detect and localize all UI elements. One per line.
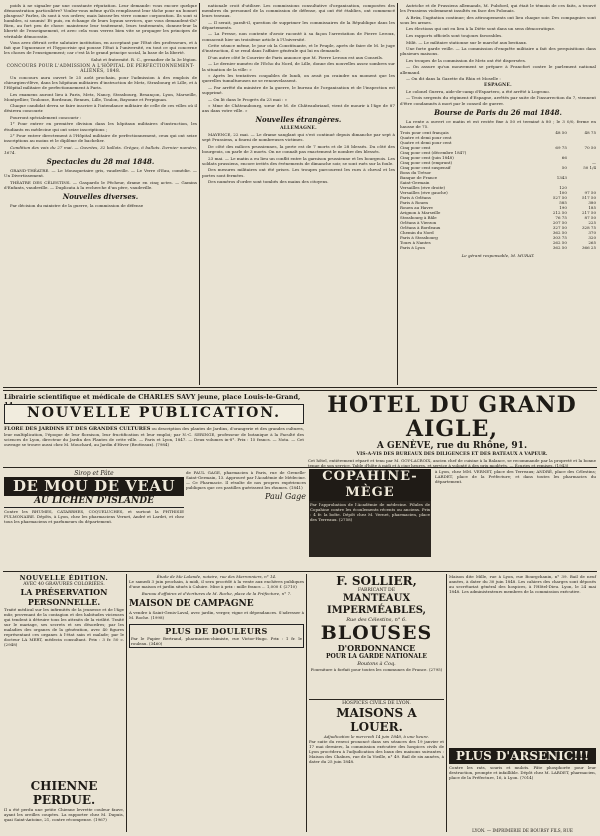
paragraph: — Il serait, paraît-il, question de supprimer les commissaires de la République dans les départements. <box>202 19 395 30</box>
spectacle-item: GRAND-THÉATRE. — Le Mousquetaire gris, vaudeville. — Le Verre d'Eau, comédie. — Un Divertissement. <box>4 168 197 179</box>
paragraph: — On assure qu'un mouvement se prépare à Francfort contre le parlement national allemand. <box>400 64 596 75</box>
ad-divider-vertical <box>446 574 447 832</box>
nouvelles-diverses-heading: Nouvelles diverses. <box>62 191 139 201</box>
paragraph: — Par arrêté du ministre de la guerre, le bureau de l'organisation et de l'inspection est supprimé. <box>202 84 395 95</box>
bourse-row <box>400 245 596 250</box>
bourse-table <box>400 130 596 250</box>
plus-douleurs-text: Par le Papier Bertrand, pharmacien-chimiste, rue Victor-Hugo. Prix : 1 fr. le rouleau. (3460) <box>131 636 302 646</box>
hotel-title: HOTEL DU GRAND AIGLE, <box>327 392 577 442</box>
campagne-text: A vendre à Saint-Genis-Laval, avec jardin, verger, vigne et dépendances. S'adresser à M. Roche. (1998) <box>129 610 304 620</box>
bourse-value: 303 75 <box>552 235 567 241</box>
sollier-note: Fourniture à forfait pour toutes les communes de France. (2795) <box>310 667 443 672</box>
bourse-value: 265 <box>588 240 596 246</box>
lalande-text: Le samedi 3 juin prochain, à midi, il sera procédé à la vente aux enchères publiques d'une maison et jardin situés à Caluire. Mise à prix : mille francs ... 1,000 f. (2710) <box>129 579 304 589</box>
bourse-label: Rouen au Havre <box>400 205 433 211</box>
paragraph: Un concours aura ouvert le 25 août prochain, pour l'admission à des emplois de chirurgien-élève, dans les hôpitaux militaires d'instruction de Metz, Strasbourg et Lille, et à l'Hôpital militaire de perfectionnement à Paris. <box>4 74 197 90</box>
paragraph: « Après les tentatives coupables de lundi, on avait pu craindre un moment que les querelles tumultueuses ne se renouvelassent. <box>202 73 395 84</box>
concours-heading: CONCOURS POUR L'ADMISSION A L'HÔPITAL DE PERFECTIONNEMENT-ALIÉNÉS, 1848. <box>6 63 195 74</box>
bourse-heading: Bourse de Paris du 26 mai 1848. <box>434 107 562 117</box>
chienne-text: Il a été perdu une petite Chienne levrette couleur fauve, ayant les oreilles coupées. La rapporter chez M. Dupuis, quai Saint-Antoine, 21, contre récompense. (1967) <box>4 807 124 822</box>
nouvelle-publication-title: NOUVELLE PUBLICATION. <box>26 405 282 421</box>
maisons-date: Adjudication le mercredi 14 juin 1848, à une heure. <box>323 734 430 739</box>
section-divider <box>3 387 597 388</box>
spectacle-item: THÉATRE DES CÉLESTINS. — Gaspardo le Pêcheur, drame en cinq actes. — Gamins d'Enfants, vaudeville. — Duplicata à la recherche d'un père, vaudeville. <box>4 179 197 190</box>
bourse-value: 362 50 <box>552 245 567 251</box>
maisons-title: MAISONS A LOUER. <box>336 706 417 734</box>
paul-gage-text: de PAUL GAGE, pharmacien à Paris, rue de Grenelle-Saint-Germain, 13. Approuvé par l'Académie de Médecine. — Ce Pharmacie. Il résulte de nos propres expériences publiques que ces pastilles guérissent les rhumes. (1841) <box>186 470 306 490</box>
paragraph: Des numéros d'ordre sont tombés des mains des citoyens. <box>208 179 329 185</box>
arsenic-ad <box>449 748 596 828</box>
blouses-subtitle: D'ORDONNANCE <box>337 643 416 653</box>
sollier-name: F. SOLLIER, <box>336 574 417 588</box>
garde-title: POUR LA GARDE NATIONALE <box>326 653 427 660</box>
bourse-value: 212 50 <box>552 210 567 216</box>
sollier-address: Rue des Célestins, n° 6. <box>346 617 407 623</box>
garde-subtitle: Boutons à Coq. <box>357 661 396 667</box>
bourse-label: Banque de France <box>400 175 438 181</box>
arsenic-title: PLUS D'ARSENIC!!! <box>449 748 596 764</box>
paragraph: 2° Pour entrer directement à l'Hôpital militaire de perfectionnement, ceux qui ont seize inscriptions au moins et le diplôme de bachelier. <box>4 133 197 144</box>
paragraph: Le colonel Guerra, aide-de-camp d'Espartero, a été arrêté à Logrono. <box>406 88 550 94</box>
paragraph: D'un autre côté le Courrier de Paris annonce que M. Pierre Leroux est aux Conseils. <box>208 54 384 60</box>
preservation-ad <box>4 574 124 834</box>
bourse-value: 225 <box>588 220 596 226</box>
bourse-value: 120 <box>559 185 567 191</box>
bourse-label: Cinq pour cent (emprunt) <box>400 160 453 166</box>
espagne-heading: ESPAGNE. <box>484 82 512 88</box>
bourse-label: Bons du Trésor <box>400 170 431 176</box>
bourse-label: Orléans à Vierzon <box>400 220 437 226</box>
bourse-value: 66 <box>561 155 567 161</box>
lalande-ad <box>129 574 304 834</box>
copahine-ad <box>309 469 596 569</box>
paragraph: Vous avez détruit cette salutaire institution, en acceptant par l'Etat des professeurs, et à fait que l'ignorance et l'hypocrisie qui pousse l'Etat à l'université, en tout ce qui concerne les choses de l'enseignement; car c'est là le grand principe social, la base de la liberté. <box>4 40 197 56</box>
bourse-label: Cinq pour cent (décembre 1847) <box>400 150 467 156</box>
paragraph: Les troupes de la commission de Metz ont été dispersées. <box>406 57 527 63</box>
paragraph: Chaque candidat devra se faire inscrire à l'intendance militaire de celle de ces villes où il désirera concourir. <box>4 103 197 114</box>
ad-divider <box>3 571 597 572</box>
bourse-value: 100 <box>559 190 567 196</box>
arsenic-text: Contre les rats, souris et mulots. Pâte phosphorée pour leur destruction, prompte et infaillible. Dépôt chez M. LARDET, pharmacien, place de la Préfecture, 16, à Lyon. (7014) <box>449 765 596 780</box>
condition-line: Condition des voix du 27 mai. — Ouvrées, 32 ballots. Grèges, 6 ballots. Dernier numéro, 1674. <box>4 144 197 155</box>
bourse-value: 70 50 <box>584 145 596 151</box>
paragraph: — Trois sergents du régiment d'Espagne, arrêtés par suite de l'insurrection du 7, viennent d'être condamnés à mort par le conseil de guerre. <box>400 95 596 106</box>
paragraph: Par décision du ministre de la guerre, la commission de défense <box>10 202 144 208</box>
librairie-header: Librairie scientifique et médicale de CHARLES SAVY jeune, place Louis-le-Grand, <box>4 393 301 401</box>
nouvelles-etrangeres-heading: Nouvelles étrangères. <box>255 115 342 125</box>
preservation-title: LA PRÉSERVATION PERSONNELLE. <box>20 587 108 607</box>
paragraph: De côté des milices prussiennes, la perte est de 7 morts et de 28 blessés. Du côté des bourgeois, on parle de 3 morts. On ne connaît pas exactement le nombre des blessés. <box>202 144 395 155</box>
bourse-label: Quatre et demi pour cent <box>400 135 452 141</box>
hospices-ad <box>309 701 444 833</box>
paragraph: — On dit dans la Gazette du Rhin et Moselle : <box>406 76 501 82</box>
bourse-value: 97 50 <box>584 190 596 196</box>
paragraph: A Brüx, l'agitation continue; des attroupements ont lieu chaque soir. Des compagnies sont sous les armes. <box>400 14 596 25</box>
nouvelle-edition-label: NOUVELLE ÉDITION. <box>19 574 109 582</box>
sollier-role: FABRICANT DE <box>357 588 396 593</box>
bourse-value: 327 50 <box>552 225 567 231</box>
spectacles-heading: Spectacles du 28 mai 1848. <box>46 157 155 167</box>
bureau-text: Bureau d'affaires et d'écritures de M. Roche, place de la Préfecture, n° 7. <box>141 591 292 596</box>
paragraph: Une forte garde veille. — La commission d'enquête militaire a fait des perquisitions dans plusieurs maisons. <box>400 46 596 57</box>
bourse-value: 328 75 <box>582 225 596 231</box>
copahine-right: à Lyon, chez MM. VERNET, place des Terreaux; ANDRÉ, place des Célestins; LARDET, place de la Préfecture; et dans toutes les pharmacies du département. <box>435 469 596 484</box>
bourse-label: Tours à Nantes <box>400 240 431 246</box>
column-divider <box>397 3 398 385</box>
bourse-label: Cinq pour cent (juin 1848) <box>400 155 454 161</box>
bourse-label: Paris à Strasbourg <box>400 235 438 241</box>
hotel-line: VIS-A-VIS DES BUREAUX DES DILIGENCES ET DES BATEAUX A VAPEUR. <box>356 452 548 457</box>
bourse-label: Paris à Lyon <box>400 245 425 251</box>
bourse-value: 366 25 <box>582 245 596 251</box>
copahine-text: Par l'approbation de l'Académie de médecine. Pilules de Copahine contre les écoulements récents ou anciens. Prix : 4 fr. la boîte. Dépôt chez M. Vernet, pharmacien, place des Terreaux. (2758) <box>309 501 431 557</box>
bourse-value: 380 <box>588 200 596 206</box>
bourse-value: 185 <box>588 205 596 211</box>
sollier-title: MANTEAUX IMPERMÉABLES, <box>326 593 427 616</box>
paragraph: 23 mai. — Le matin a eu lieu un conflit entre la garnison prussienne et les bourgeois. Les soldats prussiens, encore irrités des événements de dimanche soir, se sont rués sur la foule. <box>202 155 395 166</box>
bourse-value: 370 <box>588 230 596 236</box>
bourse-value: 320 <box>588 235 596 241</box>
bourse-label: Versailles (rive droite) <box>400 185 446 191</box>
gerant-line: Le gérant responsable, M. MURAT. <box>461 253 535 259</box>
bourse-label: Versailles (rive gauche) <box>400 190 448 196</box>
campagne-title: MAISON DE CAMPAGNE <box>129 599 254 609</box>
paragraph: — La Presse, non contente d'avoir raconté à sa façon l'arrestation de Pierre Leroux, consacrait hier un troisième article à l'Université. <box>202 31 395 42</box>
colle-ad <box>449 574 596 704</box>
sirop-subtitle: AU LICHEN D'ISLANDE <box>4 496 184 508</box>
paragraph: poids à ne signaler par une constante réputation. Leur demande: vous encore quelque démonstration particulière? Voulez-vous même qu'ils remplissent leur tâche pour un bonnet plusgras? Parlez, ils sont à vos ordres; mais laissez-les vivre comme corporation. Ils sont si humbles, si soumis! Et puis, en échange de leurs loyaux services, que vous demandent-ils? Rien, au fort peu de chose: maintenez leur traitement, leurs traitements, donnez-leur la liberté de l'enseignement, et avec cela vous verrez bien vite se propager les principes de véritable démocratie. <box>4 3 197 39</box>
bourse-label: Cinq pour cent suspensif <box>400 165 451 171</box>
column-1 <box>4 3 197 385</box>
bourse-value: 262 50 <box>552 240 567 246</box>
bourse-label: Quatre et demi pour cent <box>400 140 452 146</box>
column-3 <box>400 3 596 385</box>
paragraph: — Le dernier numéro de l'Echo du Nord, de Lille, donne des nouvelles assez sombres sur la situation de la ville: » <box>202 61 395 72</box>
nouvelle-publication-banner <box>4 404 304 424</box>
paragraph: Cette séance même, le jour où la Constituante, et le Peuple, après de faire de M. le juge d'instruction, il se rend dans l'affaire générale qui lui en demande. <box>202 43 395 54</box>
paragraph: « Mme de Châteaubourg, sœur de M. de Châteaubriand, vient de mourir à l'âge de 87 ans dans votre ville. » <box>202 103 395 114</box>
bourse-label: Orléans à Bordeaux <box>400 225 441 231</box>
chienne-title: CHIENNE PERDUE. <box>30 779 98 807</box>
paragraph: 1° Pour entrer en première division dans les hôpitaux militaires d'instruction, les étudiants en médecine qui ont seize inscriptions ; <box>4 121 197 132</box>
bourse-label: Chemin du Nord <box>400 230 434 236</box>
bourse-intro: La rente a ouvert ce matin et est restée fixe à 50 et terminé à 80 ; le 3 0/0, ferme en hausse de 75. <box>400 118 596 129</box>
plus-douleurs-box <box>129 624 304 648</box>
section-divider <box>3 390 597 391</box>
lalande-title: Étude de Me Lalande, notaire, rue des Marronniers, n° 14. <box>156 574 277 579</box>
bourse-value: 362 50 <box>552 230 567 236</box>
bourse-value: — <box>592 160 596 166</box>
ad-divider-vertical <box>126 574 127 832</box>
bourse-label: Paris à Orléans <box>400 195 431 201</box>
paragraph: — On lit dans le Progrès du 23 mai : » <box>208 96 288 102</box>
bourse-value: 527 50 <box>552 195 567 201</box>
paragraph: MAYENCE, 22 mai. — Le drame sanglant qui s'est continué depuis dimanche par sept à sept Prussiens, a fourni de nombreuses victimes. <box>202 132 395 143</box>
paragraph: Les rapports officiels sont toujours favorables. <box>406 32 503 38</box>
paragraph: Milit. — Le militaire stationne sur le marché aux bestiaux. <box>406 39 528 45</box>
blouses-title: BLOUSES <box>320 622 433 644</box>
bourse-label: Strasbourg à Bâle <box>400 215 437 221</box>
bourse-label: Trois pour cent français <box>400 130 449 136</box>
column-divider <box>199 3 200 385</box>
paragraph: Autriche et de Prussiens allemands, M. Pulsford, qui était le témoin de ces faits, a trouvé les Prussiens violemment insultés en face des Polonais. <box>400 3 596 14</box>
maisons-text: Par suite du renvoi prononcé dans ses séances des 19 janvier et 17 mai derniers, la commission exécutive des hospices civils de Lyon procédera à l'adjudication des baux des maisons suivantes : Maison des Chaînes, rue de la Vieille, n° 49. Bail de six années, à dater du 25 juin 1848. <box>309 739 444 764</box>
sirop-ad <box>4 470 184 568</box>
ad-divider-vertical <box>306 574 307 832</box>
preservation-text: Traité médical sur les infirmités de la jeunesse et de l'âge mûr, provenant de la contagion et des habitudes vicieuses qui tendent à détruire tous les attraits de la virilité. Traité sur le mariage, ses secrets et ses désordres; par les maladies des organes de la génération, avec 40 figures représentant ces organes à l'état sain et malade; par le docteur LA MERT, médecin consultant. Prix : 3 fr. 50 c. (2948) <box>4 607 124 647</box>
paragraph: Pourront spécialement concourir : <box>10 114 82 120</box>
colle-text: Maison dite Mille, rue à Lyon, rue Bourgchanin, n° 39. Bail de neuf années, à dater du 30 juin 1848. Les cahiers des charges sont déposés au secrétariat général des hospices, à l'Hôtel-Dieu. Lyon, le 24 mai 1848. Les administrateurs membres de la commission exécutive. <box>449 574 596 594</box>
bourse-label: Avignon à Marseille <box>400 210 441 216</box>
paragraph: Les élections qui ont eu lieu à la Diète sont dans un sens démocratique. <box>406 26 556 32</box>
sirop-top-label: Sirop et Pâte <box>74 470 114 477</box>
bourse-value: 76 75 <box>555 215 567 221</box>
paragraph: Les examens auront lieu à Paris, Metz, Nancy, Strasbourg, Besançon, Lyon, Marseille, Montpellier, Toulouse, Bordeaux, Rennes, Lille, Toulon, Bayonne et Perpignan. <box>4 91 197 102</box>
imprimerie-line: LYON. — IMPRIMERIE DE BOURSY FILS, RUE <box>472 828 573 833</box>
paul-gage-ad <box>186 470 306 568</box>
sollier-ad <box>309 574 444 698</box>
ad-divider <box>3 467 597 468</box>
bourse-value: 1343 <box>556 175 567 181</box>
allemagne-heading: ALLEMAGNE. <box>280 126 317 132</box>
bourse-value: 48 75 <box>584 130 596 136</box>
paul-gage-signature: Paul Gage <box>264 492 306 501</box>
bourse-value: 190 <box>559 205 567 211</box>
bourse-value: 585 <box>559 200 567 206</box>
flore-ad <box>4 426 304 466</box>
copahine-title: COPAHINE-MÈGE <box>309 469 431 501</box>
bourse-value: 87 50 <box>584 215 596 221</box>
paragraph: nationale croit d'utiliser. Les commissions consultative d'organisation, composées des membres du personnel de la commission de défense, qui ont été établies, ont commencé leurs travaux. <box>202 3 395 19</box>
flore-text: ou description des plantes de Jardins, d'orangerie et des grandes cultures, leur multiplication, l'époque de leur floraison, leur fructification et leur emploi; par N.-C. SERINGE, professeur de botanique à la Faculté des sciences de Lyon, directeur du Jardin des Plantes de cette ville. — Paris et Lyon, 1847. — Deux volumes in-8°. Prix : 15 francs. — Nota. — Cet ouvrage se trouve aussi chez M. Mouchard, au Jardin d'Hiver (Brotteaux). (7984) <box>4 426 304 447</box>
signature-line: Salut et fraternité. R. C., grenadier de la 3e légion. <box>90 56 197 62</box>
flore-title: FLORE DES JARDINS ET DES GRANDES CULTURES <box>4 426 151 432</box>
hotel-ad <box>308 392 596 468</box>
bourse-value: 48 50 <box>555 130 567 136</box>
paragraph: Des mesures militaires ont été prises. Les troupes parcourent les rues à cheval et les portes sont fermées. <box>202 167 395 178</box>
sirop-text: Contre les RHUMES, CATARRHES, COQUELUCHES, et surtout la PHTHISIE PULMONAIRE. Dépôts, à Lyon, chez les pharmaciens Vernet, André et Lardet, et chez tous les pharmaciens et parfumeurs du département. <box>4 509 184 524</box>
hotel-text: Cet hôtel, entièrement réparé et tenu par M. GOY-LACROIX, ancien chef de cuisine à la Balance, se recommande par la propreté et la bonne tenue de son service. Table d'hôte à midi et à cinq heures, et service à volonté à des prix modérés. — Écuries et remises. (1943) <box>308 458 596 468</box>
gravures-label: AVEC 40 GRAVURES COLORIÉES. <box>23 582 105 587</box>
plus-douleurs-title: PLUS DE DOULEURS <box>165 626 268 636</box>
column-2 <box>202 3 395 385</box>
bourse-value: 50 <box>561 165 567 171</box>
bourse-value: 517 50 <box>582 195 596 201</box>
hotel-subtitle: A GENÈVE, rue du Rhône, 91. <box>376 441 528 451</box>
bourse-label: Saint-Germain <box>400 180 430 186</box>
bourse-value: 50 1/4 <box>583 165 596 171</box>
sirop-title: DE MOU DE VEAU <box>4 477 184 496</box>
bourse-value: 217 50 <box>582 210 596 216</box>
bourse-value: 207 50 <box>552 220 567 226</box>
hospices-label: HOSPICES CIVILS DE LYON. <box>342 701 411 706</box>
bourse-label: Paris à Rouen <box>400 200 429 206</box>
bourse-label: Cinq pour cent <box>400 145 431 151</box>
ad-divider <box>309 699 444 700</box>
bourse-value: 69 75 <box>555 145 567 151</box>
